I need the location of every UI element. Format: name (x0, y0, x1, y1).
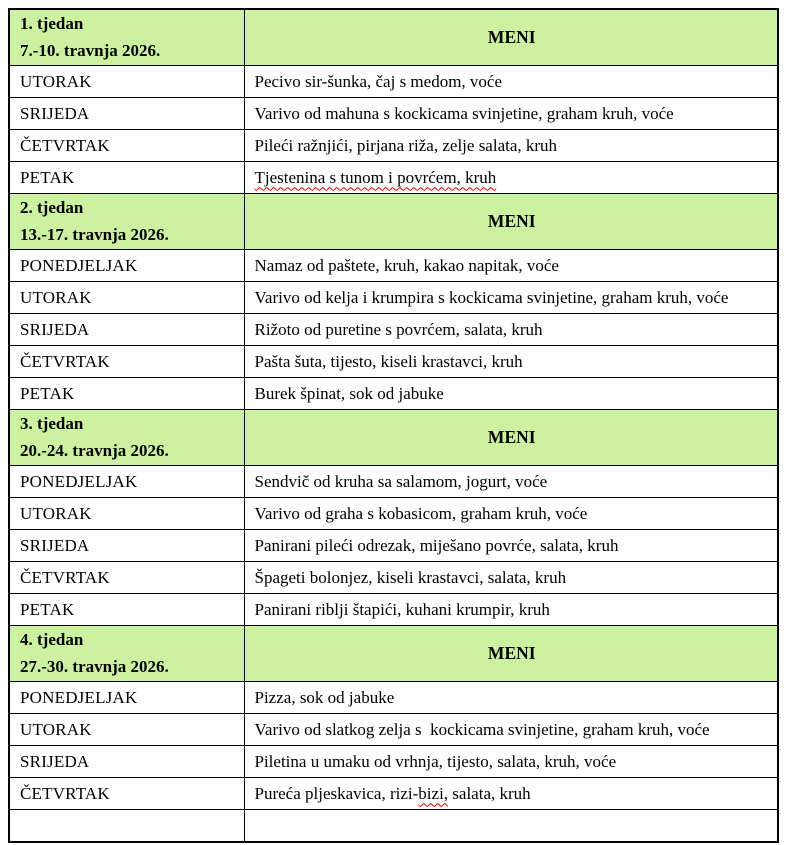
menu-items-cell (244, 282, 778, 314)
day-row-utorak (9, 66, 778, 98)
week-dates: 20.-24. travnja 2026. (20, 440, 169, 460)
menu-text: Pizza, sok od jabuke (254, 687, 395, 707)
day-name-cell: ČETVRTAK (9, 562, 244, 594)
week-header-row-1 (9, 9, 778, 66)
day-row-četvrtak (9, 130, 778, 162)
menu-text: Pecivo sir-šunka, čaj s medom, voće (254, 71, 503, 91)
menu-text: Rižoto od puretine s povrćem, salata, kruh (254, 319, 543, 339)
day-name-cell: SRIJEDA (9, 98, 244, 130)
week-header-row-3 (9, 410, 778, 466)
day-name-cell: SRIJEDA (9, 530, 244, 562)
day-name-cell: ČETVRTAK (9, 346, 244, 378)
menu-text: Pureća pljeskavica, rizi- (254, 783, 419, 803)
week-dates: 27.-30. travnja 2026. (20, 656, 169, 676)
day-name-cell: PETAK (9, 378, 244, 410)
week-dates: 7.-10. travnja 2026. (20, 40, 161, 60)
spellcheck-flagged-text: bizi, (418, 783, 449, 803)
week-label-cell (9, 194, 244, 250)
week-title: 2. tjedan (20, 198, 84, 218)
menu-text: Panirani pileći odrezak, miješano povrće, salata, kruh (254, 535, 619, 555)
menu-text: Varivo od mahuna s kockicama svinjetine, graham kruh, voće (254, 103, 674, 123)
week-title: 3. tjedan (20, 414, 84, 434)
menu-items-cell (244, 562, 778, 594)
day-name-cell: SRIJEDA (9, 746, 244, 778)
menu-items-cell (244, 810, 778, 843)
day-row-srijeda (9, 746, 778, 778)
week-label-cell (9, 9, 244, 66)
day-row-ponedjeljak (9, 250, 778, 282)
day-row-srijeda (9, 98, 778, 130)
menu-items-cell (244, 98, 778, 130)
day-row-ponedjeljak (9, 682, 778, 714)
day-row-četvrtak (9, 778, 778, 810)
day-row-ponedjeljak (9, 466, 778, 498)
week-title: 1. tjedan (20, 14, 84, 34)
week-title: 4. tjedan (20, 630, 84, 650)
week-header-row-4 (9, 626, 778, 682)
day-row-petak (9, 162, 778, 194)
day-name-cell: ČETVRTAK (9, 130, 244, 162)
menu-items-cell (244, 466, 778, 498)
week-dates: 13.-17. travnja 2026. (20, 224, 169, 244)
menu-text: Varivo od kelja i krumpira s kockicama svinjetine, graham kruh, voće (254, 287, 729, 307)
day-name-cell (9, 810, 244, 843)
menu-items-cell (244, 130, 778, 162)
day-row-četvrtak (9, 346, 778, 378)
day-name-cell: PONEDJELJAK (9, 682, 244, 714)
day-row-petak (9, 378, 778, 410)
meni-header-label: MENI (244, 9, 778, 66)
menu-text: Pašta šuta, tijesto, kiseli krastavci, kruh (254, 351, 523, 371)
menu-text: Namaz od paštete, kruh, kakao napitak, voće (254, 255, 559, 275)
menu-items-cell (244, 314, 778, 346)
day-row-utorak (9, 714, 778, 746)
day-name-cell: PONEDJELJAK (9, 250, 244, 282)
day-name-cell: UTORAK (9, 66, 244, 98)
day-name-cell: UTORAK (9, 282, 244, 314)
menu-text: Piletina u umaku od vrhnja, tijesto, salata, kruh, voće (254, 751, 617, 771)
menu-items-cell (244, 162, 778, 194)
menu-items-cell (244, 66, 778, 98)
menu-items-cell (244, 346, 778, 378)
empty-row (9, 810, 778, 843)
menu-text: salata, kruh (448, 783, 531, 803)
menu-items-cell (244, 378, 778, 410)
menu-text: Panirani riblji štapići, kuhani krumpir, kruh (254, 599, 550, 619)
spellcheck-flagged-text: Tjestenina s tunom i povrćem, kruh (254, 167, 497, 187)
day-name-cell: PETAK (9, 162, 244, 194)
day-name-cell: UTORAK (9, 498, 244, 530)
day-row-srijeda (9, 314, 778, 346)
menu-text: Varivo od graha s kobasicom, graham kruh, voće (254, 503, 588, 523)
day-name-cell: PETAK (9, 594, 244, 626)
menu-text: Burek špinat, sok od jabuke (254, 383, 444, 403)
day-row-srijeda (9, 530, 778, 562)
menu-items-cell (244, 778, 778, 810)
menu-table (8, 8, 779, 843)
menu-items-cell (244, 594, 778, 626)
day-row-petak (9, 594, 778, 626)
meni-header-label: MENI (244, 194, 778, 250)
week-header-row-2 (9, 194, 778, 250)
meni-header-label: MENI (244, 626, 778, 682)
menu-items-cell (244, 530, 778, 562)
day-name-cell: UTORAK (9, 714, 244, 746)
meni-header-label: MENI (244, 410, 778, 466)
day-row-četvrtak (9, 562, 778, 594)
menu-text: Varivo od slatkog zelja s kockicama svinjetine, graham kruh, voće (254, 719, 710, 739)
day-row-utorak (9, 498, 778, 530)
menu-items-cell (244, 498, 778, 530)
day-name-cell: ČETVRTAK (9, 778, 244, 810)
menu-text: Sendvič od kruha sa salamom, jogurt, voće (254, 471, 548, 491)
week-label-cell (9, 410, 244, 466)
menu-table-body (9, 9, 778, 842)
menu-items-cell (244, 746, 778, 778)
menu-text: Špageti bolonjez, kiseli krastavci, salata, kruh (254, 567, 567, 587)
day-name-cell: SRIJEDA (9, 314, 244, 346)
day-row-utorak (9, 282, 778, 314)
day-name-cell: PONEDJELJAK (9, 466, 244, 498)
menu-items-cell (244, 714, 778, 746)
menu-items-cell (244, 682, 778, 714)
week-label-cell (9, 626, 244, 682)
menu-text: Pileći ražnjići, pirjana riža, zelje salata, kruh (254, 135, 558, 155)
menu-items-cell (244, 250, 778, 282)
